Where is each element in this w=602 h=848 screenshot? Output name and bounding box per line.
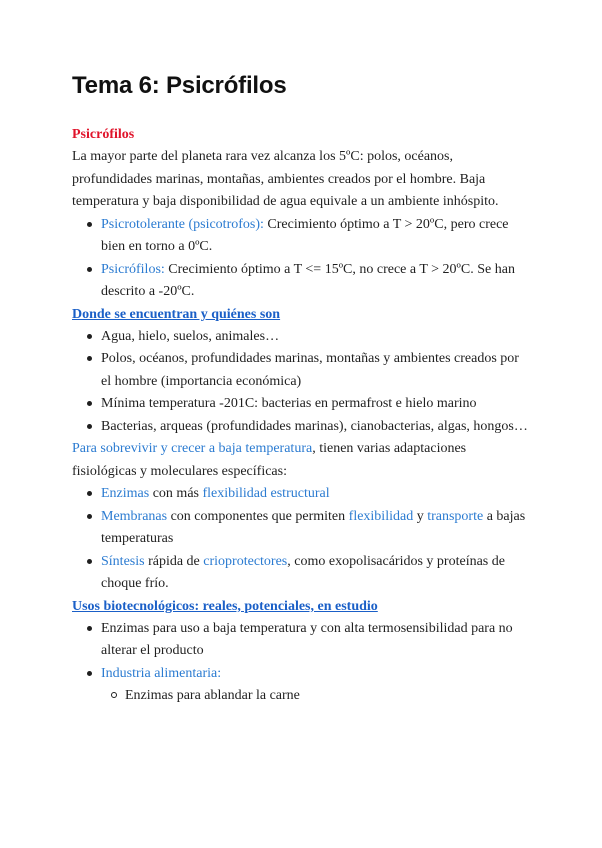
highlight-text: Membranas	[101, 508, 168, 524]
list-item: Polos, océanos, profundidades marinas, montañas y ambientes creados por el hombre (importancia económica)	[72, 348, 530, 393]
list-item	[72, 663, 530, 708]
text: , tienen varias adaptaciones fisiológicas y moleculares específicas:	[72, 441, 467, 479]
sub-list-item: Enzimas para ablandar la carne	[72, 685, 530, 708]
list-item	[72, 506, 530, 551]
highlight-text: Enzimas	[101, 486, 150, 501]
list-item	[72, 551, 530, 596]
adaptations-intro	[72, 438, 530, 483]
page-title: Tema 6: Psicrófilos	[72, 72, 287, 99]
term: Psicrotolerante (psicotrofos):	[101, 216, 264, 232]
definition: Crecimiento óptimo a T > 20ºC, pero crece bien en torno a 0ºC.	[101, 216, 509, 254]
text: rápida de	[144, 553, 204, 569]
highlight-text: flexibilidad	[348, 508, 414, 524]
section-heading-donde: Donde se encuentran y quiénes son	[72, 306, 281, 322]
list-item: Bacterias, arqueas (profundidades marinas), cianobacterias, algas, hongos…	[72, 416, 530, 439]
highlight-text: transporte	[427, 508, 484, 524]
list-item: Enzimas para uso a baja temperatura y con alta termosensibilidad para no alterar el producto	[72, 618, 530, 663]
definition: Crecimiento óptimo a T <= 15ºC, no crece a T > 20ºC. Se han descrito a -20ºC.	[101, 261, 515, 299]
text: con más	[149, 486, 203, 501]
highlight-text: Industria alimentaria:	[101, 665, 222, 681]
section-heading-usos: Usos biotecnológicos: reales, potenciales, en estudio	[72, 598, 378, 614]
highlight-text: flexibilidad estructural	[202, 486, 330, 501]
list-item	[72, 214, 530, 259]
list-item	[72, 259, 530, 304]
psicrofilos-list	[72, 214, 530, 304]
highlight-text: crioprotectores	[203, 553, 288, 569]
list-item: Mínima temperatura -201C: bacterias en permafrost e hielo marino	[72, 393, 530, 416]
section-heading-psicrofilos: Psicrófilos	[72, 127, 135, 142]
text: con componentes que permiten	[167, 508, 349, 524]
highlight-text: Para sobrevivir y crecer a baja temperatura	[72, 441, 313, 456]
usos-list	[72, 618, 530, 708]
sub-list	[72, 685, 530, 708]
list-item	[72, 483, 530, 506]
text: a bajas temperaturas	[101, 508, 526, 546]
highlight-text: Síntesis	[101, 553, 145, 569]
text: , como exopolisacáridos y proteínas de choque frío.	[101, 553, 505, 591]
list-item: Agua, hielo, suelos, animales…	[72, 326, 530, 349]
term: Psicrófilos:	[101, 261, 165, 277]
section-intro: La mayor parte del planeta rara vez alcanza los 5ºC: polos, océanos, profundidades marinas, montañas, ambientes creados por el hombre. Baja temperatura y baja disponibilidad de agua equivale a un ambiente inhóspito.	[72, 149, 499, 209]
adaptations-list	[72, 483, 530, 596]
text: y	[413, 508, 428, 524]
donde-list	[72, 326, 530, 439]
